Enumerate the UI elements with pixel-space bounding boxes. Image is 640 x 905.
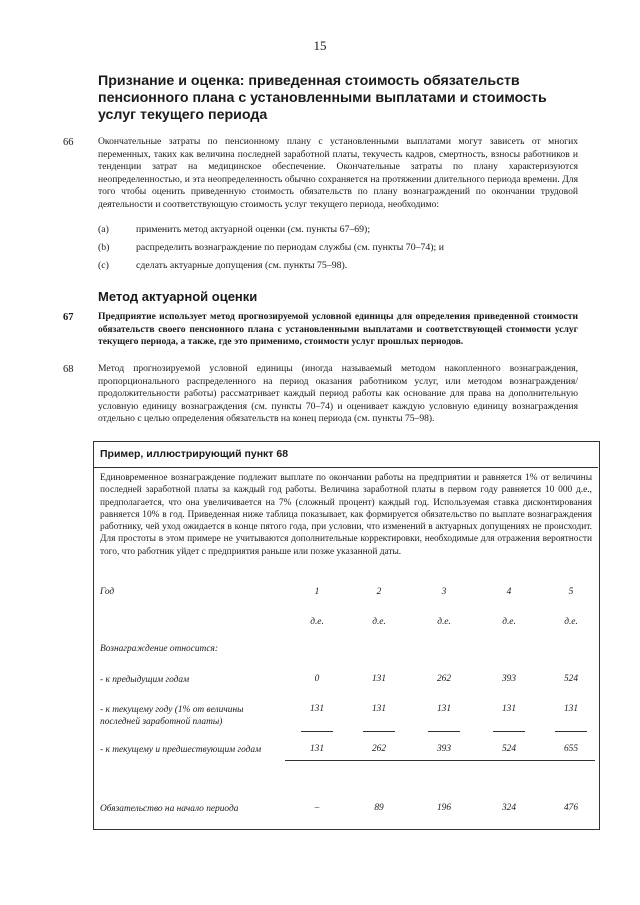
paragraph-66-text: Окончательные затраты по пенсионному плану с установленными выплатами могут зависеть от многих переменных, таких как величина последней заработной платы, текучесть кадров, смертность, взносы работников и тенденции затрат на медицинское обеспечение. Окончательные затраты по плану характеризуются неопределенностью, и эта неопределенность обычно сохраняется на протяжении длительного периода времени. Для того чтобы оценить приведенную стоимость обязательств по плану вознаграждений по окончании трудовой деятельности и соответствующую стоимость услуг текущего периода, необходимо: [98, 136, 578, 210]
table-year-5: 5 [568, 587, 574, 597]
paragraph-number-68: 68 [63, 364, 74, 375]
table-cell: 393 [436, 744, 452, 754]
table-unit-5: д.е. [564, 617, 578, 627]
paragraph-68-text: Метод прогнозируемой условной единицы (иногда называемый методом накопленного вознаграждения, пропорционального распределенного на период оказания работником услуг, или методом вознаграждения/продолжительности работы) рассматривает каждый период работы как основание для права на дополнительную условную единицу вознаграждения (см. пункты 70–74) и оценивает каждую условную единицу вознаграждения отдельно с целью определения обязательств на конец периода (см. пункты 75–98). [98, 363, 578, 424]
list-item-a-text: применить метод актуарной оценки (см. пункты 67–69); [136, 224, 371, 235]
table-cell: 393 [501, 674, 517, 684]
table-cell: 524 [563, 674, 579, 684]
list-item-a-mark: (a) [98, 224, 109, 235]
table-cell: 131 [563, 704, 579, 714]
table-cell: 131 [371, 704, 387, 714]
table-cell: 131 [309, 704, 325, 714]
table-unit-4: д.е. [502, 617, 516, 627]
table-cell: 655 [563, 744, 579, 754]
table-unit-1: д.е. [310, 617, 324, 627]
sum-rule [301, 731, 333, 732]
table-cell: 524 [501, 744, 517, 754]
table-section-label: Вознаграждение относится: [100, 644, 218, 654]
table-cell: 324 [501, 803, 517, 813]
table-row-label-opening-obligation: Обязательство на начало периода [100, 804, 239, 814]
paragraph-number-67: 67 [63, 312, 74, 323]
table-cell: 131 [436, 704, 452, 714]
table-row-label-current-and-prior: - к текущему и предшествующим годам [100, 745, 262, 755]
list-item-c-mark: (c) [98, 260, 109, 271]
table-cell: 262 [371, 744, 387, 754]
table-year-2: 2 [376, 587, 382, 597]
list-item-c-text: сделать актуарные допущения (см. пункты 75–98). [136, 260, 348, 271]
sum-rule [555, 731, 587, 732]
table-unit-2: д.е. [372, 617, 386, 627]
sum-rule [493, 731, 525, 732]
table-cell: 262 [436, 674, 452, 684]
table-cell: 131 [501, 704, 517, 714]
page-number: 15 [313, 38, 327, 53]
sum-rule [363, 731, 395, 732]
table-year-4: 4 [506, 587, 512, 597]
table-row-label-prior-years: - к предыдущим годам [100, 675, 190, 685]
table-cell: 196 [436, 803, 452, 813]
table-year-label: Год [100, 587, 115, 597]
table-cell: 0 [314, 674, 320, 684]
table-unit-3: д.е. [437, 617, 451, 627]
total-rule [285, 760, 595, 761]
table-cell: 131 [371, 674, 387, 684]
table-cell: 476 [563, 803, 579, 813]
paragraph-67-text: Предприятие использует метод прогнозируемой условной единицы для определения приведенной стоимости обязательств своего пенсионного плана с установленными выплатами и соответствующей стоимости услуг текущего периода, а также, где это применимо, стоимости услуг прошлых периодов. [98, 311, 578, 347]
section-heading: Признание и оценка: приведенная стоимость обязательств пенсионного плана с установленными выплатами и стоимость услуг текущего периода [98, 73, 547, 123]
table-cell: 131 [309, 744, 325, 754]
subsection-heading: Метод актуарной оценки [98, 289, 258, 304]
example-title: Пример, иллюстрирующий пункт 68 [100, 448, 289, 460]
paragraph-number-66: 66 [63, 137, 74, 148]
list-item-b-text: распределить вознаграждение по периодам службы (см. пункты 70–74); и [136, 242, 444, 253]
table-cell: – [314, 803, 320, 813]
table-cell: 89 [374, 803, 384, 813]
example-text: Единовременное вознаграждение подлежит выплате по окончании работы на предприятии и равняется 1% от величины последней заработной платы за каждый год работы. Величина заработной платы в первом году равняется 10 000 д.е., предполагается, что она увеличивается на 7% (сложный процент) каждый год. Используемая ставка дисконтирования равняется 10% в год. Приведенная ниже таблица показывает, как формируется обязательство по выплате вознаграждения работнику, чей уход ожидается в конце пятого года, при условии, что изменений в актуарных допущениях не происходит. Для простоты в этом примере не учитываются дополнительные корректировки, необходимые для отражения вероятности того, что работник уйдет с предприятия раньше или позже указанной даты. [100, 473, 592, 557]
table-year-3: 3 [441, 587, 447, 597]
sum-rule [428, 731, 460, 732]
table-year-1: 1 [314, 587, 320, 597]
table-row-label-current-year: - к текущему году (1% от величины последней заработной платы) [100, 705, 244, 727]
list-item-b-mark: (b) [98, 242, 110, 253]
